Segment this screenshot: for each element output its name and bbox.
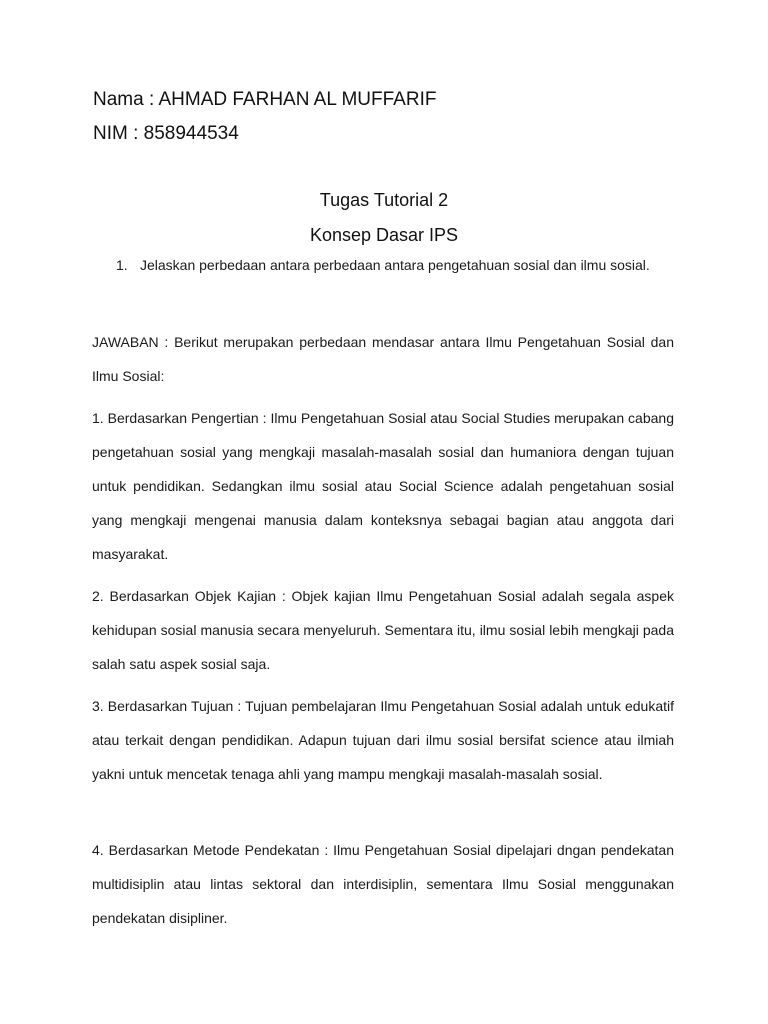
assignment-title: Tugas Tutorial 2 [319, 190, 449, 210]
answer-intro: JAWABAN : Berikut merupakan perbedaan mendasar antara Ilmu Pengetahuan Sosial dan Ilmu Sosial: [92, 334, 674, 384]
answer-point-4: 4. Berdasarkan Metode Pendekatan : Ilmu Pengetahuan Sosial dipelajari dngan pendekatan multidisiplin atau lintas sektoral dan interdisiplin, sementara Ilmu Sosial menggunakan pendekatan disipliner. [92, 842, 674, 926]
answer-point-2: 2. Berdasarkan Objek Kajian : Objek kajian Ilmu Pengetahuan Sosial adalah segala aspek kehidupan sosial manusia secara menyeluruh. Sementara itu, ilmu sosial lebih mengkaji pada salah satu aspek sosial saja. [92, 588, 674, 672]
student-name-line: Nama : AHMAD FARHAN AL MUFFARIF [93, 89, 437, 110]
student-nim-line: NIM : 858944534 [93, 123, 239, 144]
question-number: 1. [116, 257, 128, 273]
answer-point-1: 1. Berdasarkan Pengertian : Ilmu Pengetahuan Sosial atau Social Studies merupakan cabang pengetahuan sosial yang mengkaji masalah-masalah sosial dan humaniora dengan tujuan untuk pendidikan. Sedangkan ilmu sosial atau Social Science adalah pengetahuan sosial yang mengkaji mengenai manusia dalam konteksnya sebagai bagian atau anggota dari masyarakat. [92, 410, 674, 562]
question-text: Jelaskan perbedaan antara perbedaan antara pengetahuan sosial dan ilmu sosial. [140, 257, 650, 273]
assignment-subtitle: Konsep Dasar IPS [309, 225, 459, 245]
answer-point-3: 3. Berdasarkan Tujuan : Tujuan pembelajaran Ilmu Pengetahuan Sosial adalah untuk edukatif atau terkait dengan pendidikan. Adapun tujuan dari ilmu sosial bersifat science atau ilmiah yakni untuk mencetak tenaga ahli yang mampu mengkaji masalah-masalah sosial. [92, 698, 674, 782]
